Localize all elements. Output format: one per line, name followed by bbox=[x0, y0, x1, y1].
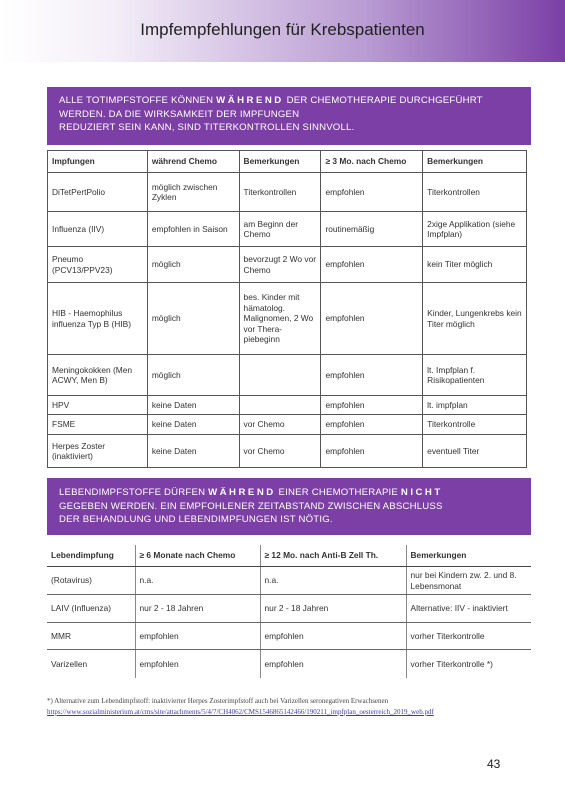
table-cell: möglich bbox=[147, 355, 239, 396]
table-cell: nur 2 - 18 Jahren bbox=[260, 595, 406, 623]
table-cell: bes. Kinder mit hämatolog. Malignomen, 2 Wo vor Thera-piebeginn bbox=[239, 283, 321, 355]
table-cell: HPV bbox=[48, 396, 148, 415]
footnote-link[interactable]: https://www.sozialministerium.at/cms/site/attachments/5/4/7/CH4062/CMS1546865142466/190211_impfplan_oesterreich_2019_web.pdf bbox=[47, 707, 434, 716]
table-cell: keine Daten bbox=[147, 435, 239, 468]
table-cell: empfohlen bbox=[135, 650, 260, 678]
table-cell: Kinder, Lungenkrebs kein Titer möglich bbox=[423, 283, 527, 355]
table-cell: Influenza (IIV) bbox=[48, 212, 148, 247]
table-cell: am Beginn der Chemo bbox=[239, 212, 321, 247]
table-row bbox=[48, 247, 527, 283]
column-header: ≥ 6 Monate nach Chemo bbox=[135, 545, 260, 567]
inactivated-vaccines-table bbox=[47, 150, 527, 468]
table-row bbox=[48, 415, 527, 435]
live-vaccines-table bbox=[47, 545, 531, 678]
table-cell: nur bei Kindern zw. 2. und 8. Lebensmonat bbox=[406, 567, 531, 595]
banner1-line3: REDUZIERT SEIN KANN, SIND TITERKONTROLLEN SINNVOLL. bbox=[59, 122, 355, 133]
table-cell: möglich bbox=[147, 247, 239, 283]
table-row bbox=[47, 595, 531, 623]
table-cell: kein Titer möglich bbox=[423, 247, 527, 283]
table-cell: empfohlen bbox=[321, 396, 423, 415]
table-cell: n.a. bbox=[260, 567, 406, 595]
banner1-line1-rest: DER CHEMOTHERAPIE DURCHGEFÜHRT bbox=[283, 95, 483, 106]
table-cell: vor Chemo bbox=[239, 415, 321, 435]
table-cell: Titerkontrollen bbox=[239, 173, 321, 212]
table-cell: vorher Titerkontrolle bbox=[406, 623, 531, 650]
table-cell: Pneumo (PCV13/PPV23) bbox=[48, 247, 148, 283]
table-cell: keine Daten bbox=[147, 415, 239, 435]
column-header: Bemerkungen bbox=[239, 151, 321, 173]
banner1-pre: ALLE TOTIMPFSTOFFE KÖNNEN bbox=[59, 95, 217, 106]
table-cell: Titerkontrollen bbox=[423, 173, 527, 212]
table-cell: empfohlen bbox=[321, 435, 423, 468]
table-cell bbox=[239, 355, 321, 396]
table-cell: Titerkontrolle bbox=[423, 415, 527, 435]
table-cell: MMR bbox=[47, 623, 135, 650]
table-cell: LAIV (Influenza) bbox=[47, 595, 135, 623]
page-number: 43 bbox=[487, 757, 501, 771]
table-cell: HIB - Haemophilus influenza Typ B (HIB) bbox=[48, 283, 148, 355]
table-row bbox=[48, 396, 527, 415]
table-cell: nur 2 - 18 Jahren bbox=[135, 595, 260, 623]
banner2-pre: LEBENDIMPFSTOFFE DÜRFEN bbox=[59, 487, 209, 498]
table-cell: empfohlen bbox=[260, 623, 406, 650]
table-cell: vorher Titerkontrolle *) bbox=[410, 658, 493, 669]
banner2-bold2: NICHT bbox=[400, 487, 443, 498]
table-cell: (Rotavirus) bbox=[47, 567, 135, 595]
table-cell: eventuell Titer bbox=[423, 435, 527, 468]
footnote bbox=[47, 696, 517, 717]
table-cell bbox=[239, 396, 321, 415]
table-cell: bevorzugt 2 Wo vor Chemo bbox=[239, 247, 321, 283]
column-header: Lebendimpfung bbox=[47, 545, 135, 567]
banner2-bold1: WÄHREND bbox=[208, 487, 276, 498]
table-row bbox=[48, 173, 527, 212]
column-header: Bemerkungen bbox=[406, 545, 531, 567]
table-cell: empfohlen in Saison bbox=[147, 212, 239, 247]
table-cell: 2xige Applikation (siehe Impfplan) bbox=[423, 212, 527, 247]
table-cell: empfohlen bbox=[321, 355, 423, 396]
banner1-bold: WÄHREND bbox=[216, 95, 284, 106]
column-header: Bemerkungen bbox=[423, 151, 527, 173]
table-cell: lt. impfplan bbox=[423, 396, 527, 415]
table-cell: keine Daten bbox=[147, 396, 239, 415]
table-cell: Herpes Zoster (inaktiviert) bbox=[48, 435, 148, 468]
table-cell: DiTetPertPolio bbox=[48, 173, 148, 212]
table-cell: Alternative: IIV - inaktiviert bbox=[406, 595, 531, 623]
live-vaccines-banner bbox=[47, 478, 531, 535]
banner2-mid: EINER CHEMOTHERAPIE bbox=[275, 487, 401, 498]
table-cell: empfohlen bbox=[321, 173, 423, 212]
column-header: während Chemo bbox=[147, 151, 239, 173]
table-cell: empfohlen bbox=[321, 247, 423, 283]
table-row bbox=[47, 567, 531, 595]
table-cell: vor Chemo bbox=[239, 435, 321, 468]
table-cell: empfohlen bbox=[135, 623, 260, 650]
column-header: Impfungen bbox=[48, 151, 148, 173]
table-row bbox=[48, 283, 527, 355]
table-cell: empfohlen bbox=[260, 650, 406, 678]
table-row bbox=[48, 212, 527, 247]
table-cell: lt. Impfplan f. Risikopatienten bbox=[423, 355, 527, 396]
table-cell: routinemäßig bbox=[321, 212, 423, 247]
table-row bbox=[48, 355, 527, 396]
table-cell: möglich zwischen Zyklen bbox=[147, 173, 239, 212]
table-header-row bbox=[48, 151, 527, 173]
page-title: Impfempfehlungen für Krebspatienten bbox=[140, 20, 425, 39]
page-header bbox=[0, 0, 565, 62]
column-header: ≥ 12 Mo. nach Anti-B Zell Th. bbox=[260, 545, 406, 567]
table-header-row bbox=[47, 545, 531, 567]
table-cell: empfohlen bbox=[321, 415, 423, 435]
banner1-line2: WERDEN. DA DIE WIRKSAMKEIT DER IMPFUNGEN bbox=[59, 108, 300, 120]
banner2-line3: DER BEHANDLUNG UND LEBENDIMPFUNGEN IST NÖTIG. bbox=[59, 514, 333, 525]
column-header: ≥ 3 Mo. nach Chemo bbox=[321, 151, 423, 173]
table-cell: FSME bbox=[48, 415, 148, 435]
table-cell: Meningokokken (Men ACWY, Men B) bbox=[48, 355, 148, 396]
table-cell: n.a. bbox=[135, 567, 260, 595]
table-cell: empfohlen bbox=[321, 283, 423, 355]
table-row bbox=[47, 650, 531, 678]
table-cell: Varizellen bbox=[47, 650, 135, 678]
table-row bbox=[48, 435, 527, 468]
footnote-text: *) Alternative zum Lebendimpfstoff: inaktivierter Herpes Zosterimpfstoff auch bei Varizellen seronegativen Erwachsenen bbox=[47, 697, 389, 705]
inactivated-vaccines-banner bbox=[47, 87, 531, 145]
table-cell: möglich bbox=[147, 283, 239, 355]
table-row bbox=[47, 623, 531, 650]
banner2-line2: GEGEBEN WERDEN. EIN EMPFOHLENER ZEITABSTAND ZWISCHEN ABSCHLUSS bbox=[59, 500, 443, 512]
